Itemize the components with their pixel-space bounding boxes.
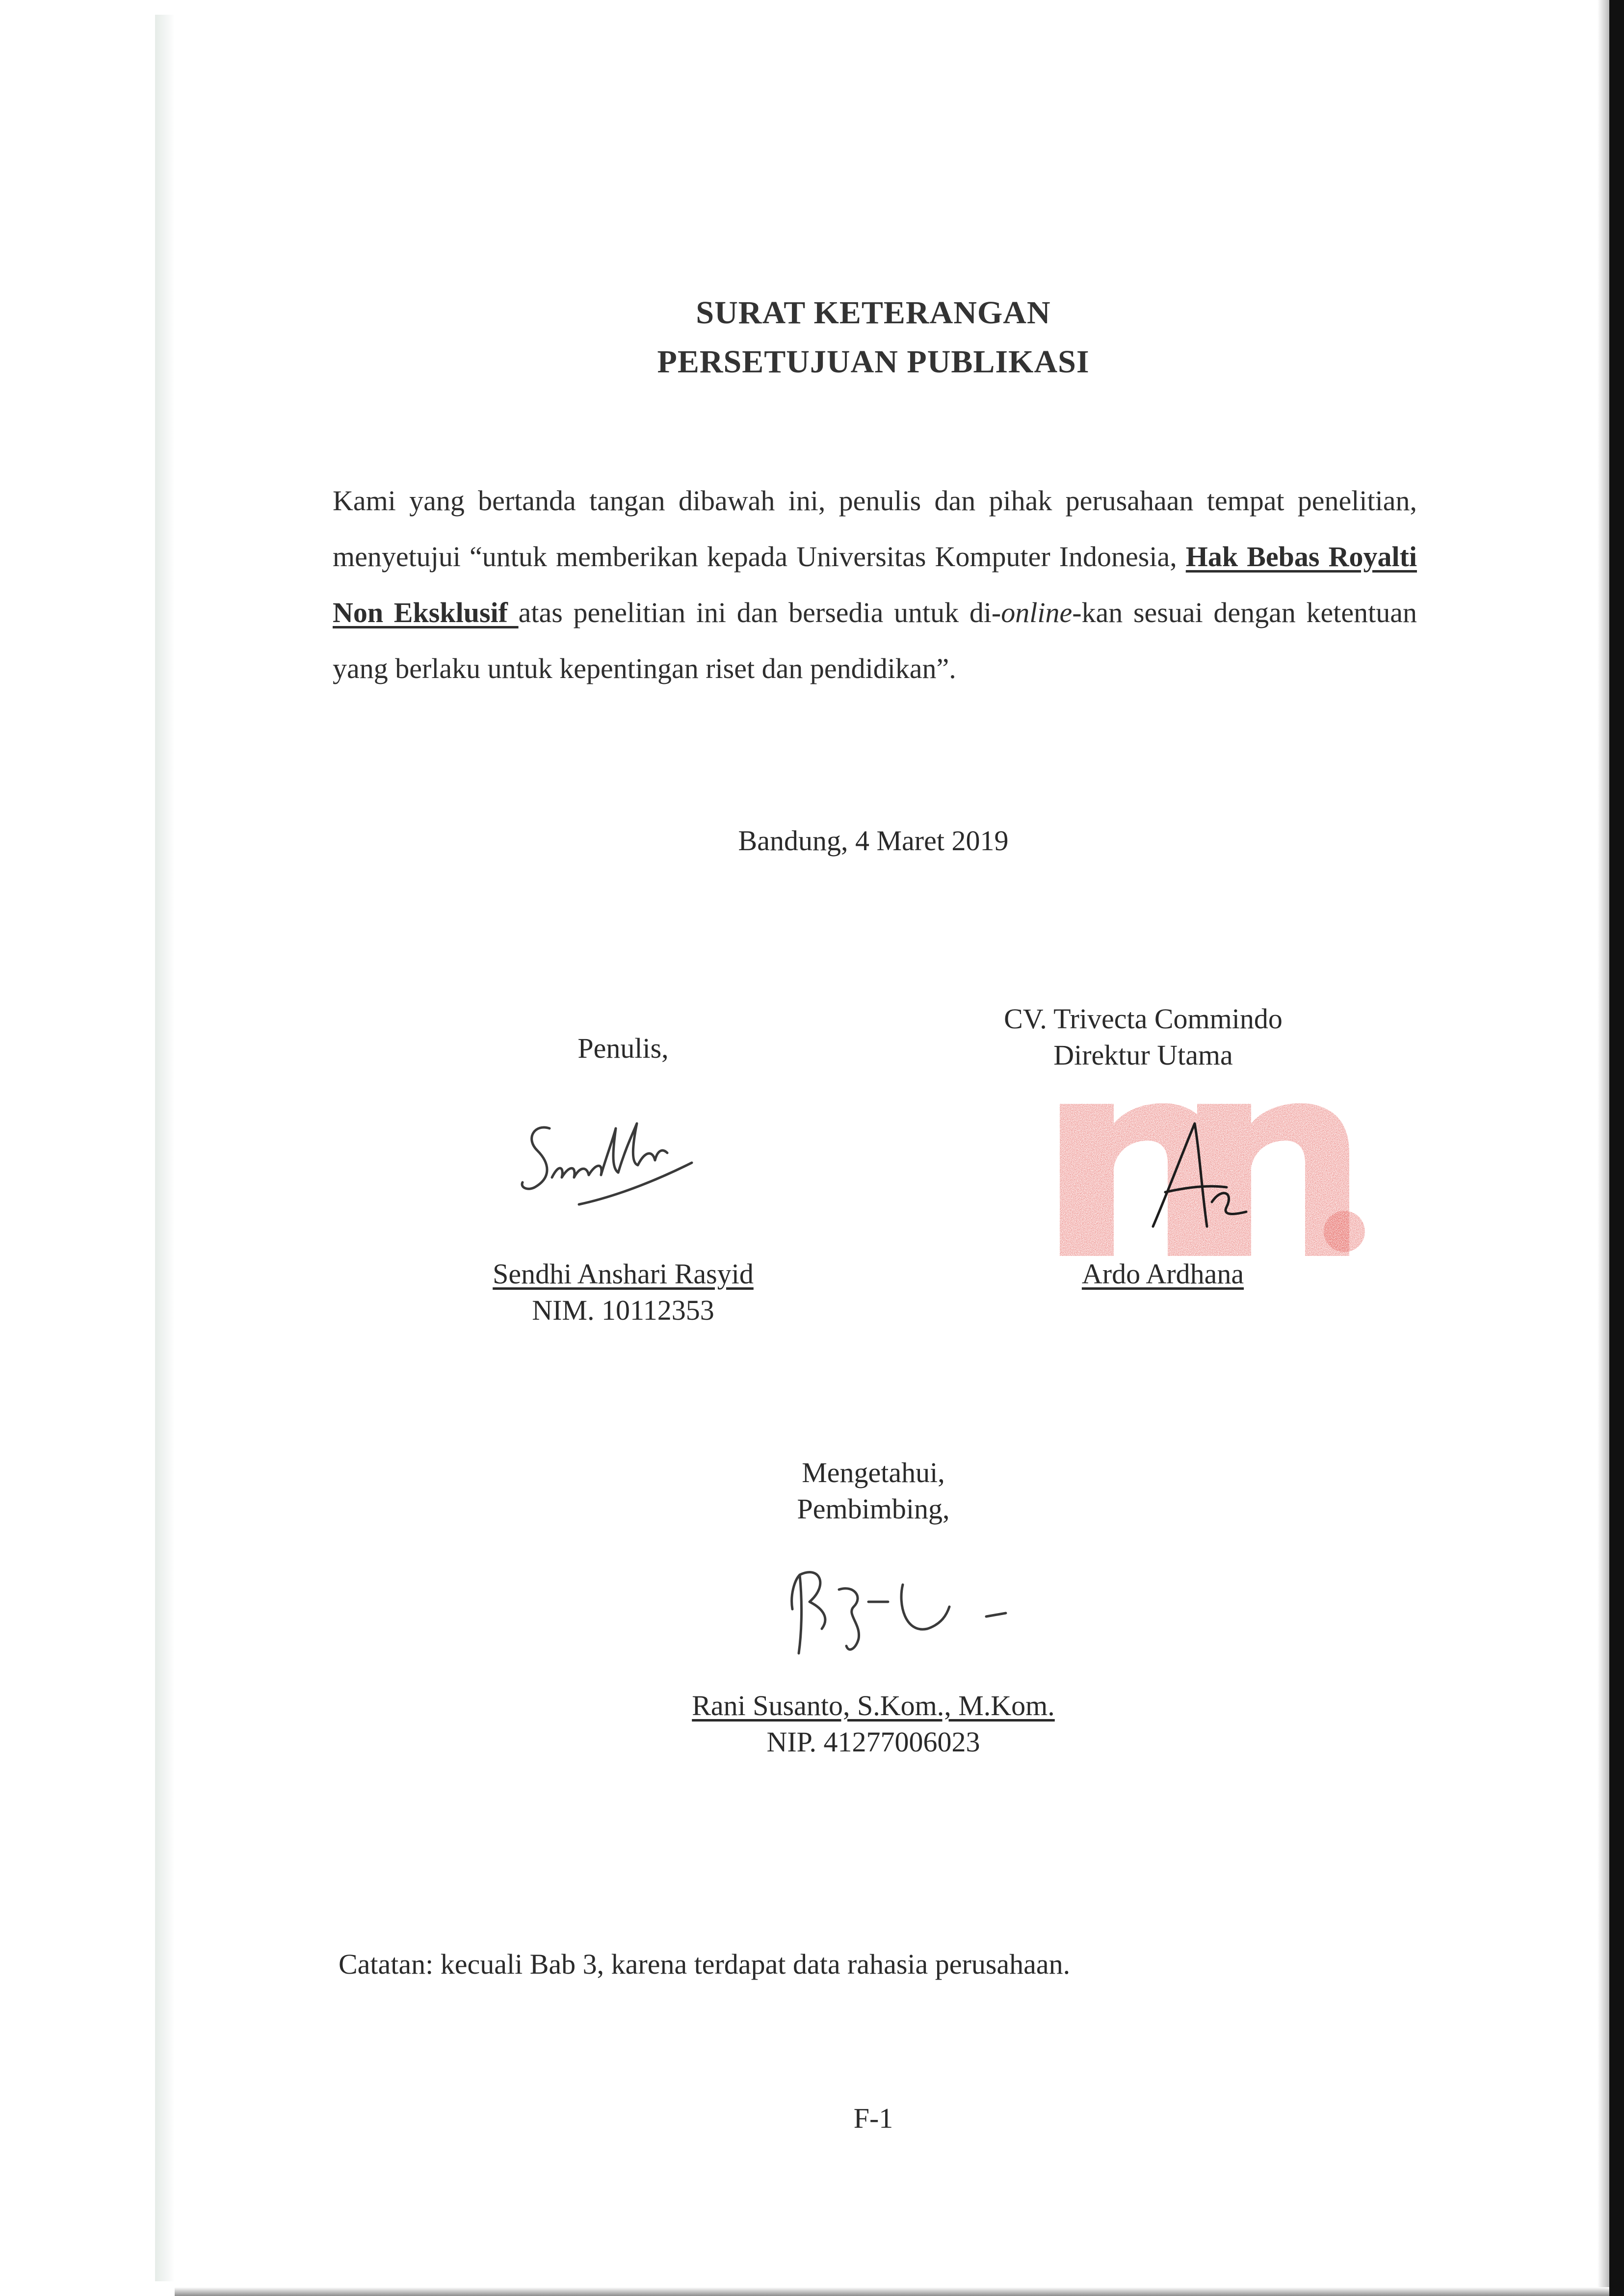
supervisor-name: Rani Susanto, S.Kom., M.Kom. bbox=[692, 1690, 1055, 1722]
writer-role: Penulis, bbox=[577, 1032, 669, 1064]
supervisor-label-2: Pembimbing, bbox=[797, 1493, 950, 1525]
writer-name: Sendhi Anshari Rasyid bbox=[493, 1258, 754, 1290]
company-signer-block bbox=[991, 1256, 1335, 1292]
scan-edge-bottom bbox=[175, 2287, 1609, 2296]
supervisor-signature bbox=[780, 1555, 1035, 1663]
page-number: F-1 bbox=[853, 2102, 893, 2134]
statement-emphasis: Hak Bebas Royalti Non Eksklusif bbox=[333, 541, 1417, 628]
statement-italic: online bbox=[1001, 597, 1073, 628]
company-signature bbox=[1143, 1114, 1271, 1241]
place-date: Bandung, 4 Maret 2019 bbox=[738, 825, 1009, 857]
statement-part-2: atas penelitian ini dan bersedia untuk di- bbox=[518, 597, 1001, 628]
supervisor-name-block bbox=[628, 1688, 1119, 1760]
document-title-line-1: SURAT KETERANGAN bbox=[696, 295, 1051, 331]
writer-name-block bbox=[427, 1256, 819, 1329]
note: Catatan: kecuali Bab 3, karena terdapat data rahasia perusahaan. bbox=[339, 1948, 1071, 1980]
statement-part-3: -kan sesuai dengan ketentuan yang berlaku untuk kepentingan riset dan pendidikan”. bbox=[333, 597, 1417, 684]
company-role: Direktur Utama bbox=[1053, 1039, 1233, 1071]
company-header bbox=[971, 1001, 1315, 1073]
writer-signature bbox=[515, 1104, 731, 1222]
supervisor-label-1: Mengetahui, bbox=[802, 1457, 945, 1488]
document-title-line-2: PERSETUJUAN PUBLIKASI bbox=[657, 344, 1090, 380]
statement-paragraph bbox=[333, 473, 1417, 697]
writer-id: NIM. 10112353 bbox=[532, 1294, 714, 1326]
statement-part-1: Kami yang bertanda tangan dibawah ini, penulis dan pihak perusahaan tempat penelitian, menyetujui “untuk memberikan kepada Universitas Komputer Indonesia, bbox=[333, 485, 1417, 573]
company-name: CV. Trivecta Commindo bbox=[1004, 1003, 1283, 1035]
supervisor-header bbox=[702, 1455, 1045, 1527]
supervisor-id: NIP. 41277006023 bbox=[766, 1726, 980, 1758]
company-signer: Ardo Ardhana bbox=[1081, 1258, 1244, 1290]
